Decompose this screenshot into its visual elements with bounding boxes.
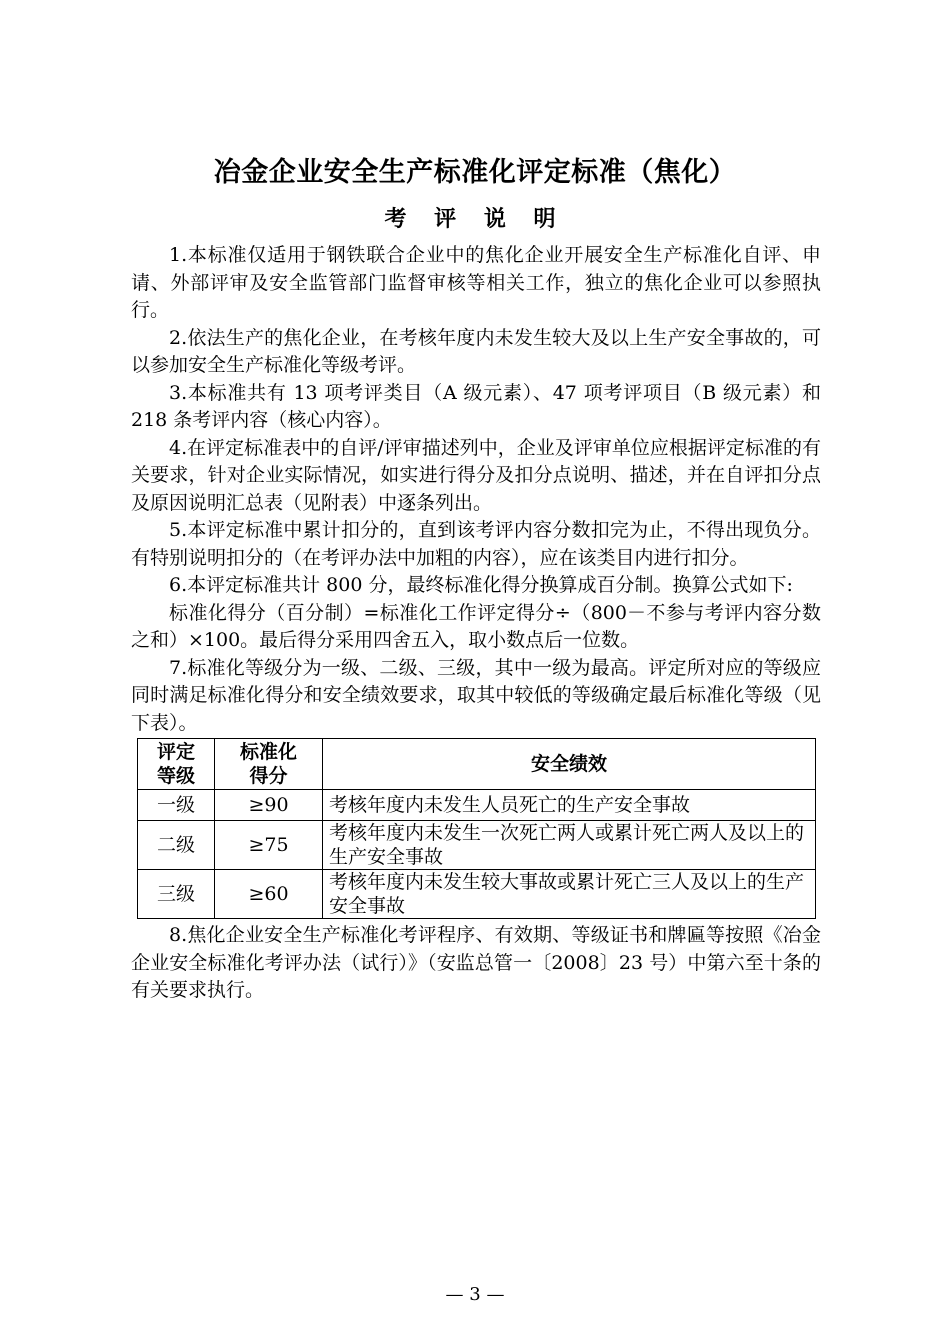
paragraph-2: 2.依法生产的焦化企业，在考核年度内未发生较大及以上生产安全事故的，可以参加安全生产标准化等级考评。 xyxy=(131,326,821,376)
document-body xyxy=(131,242,821,1005)
table-row xyxy=(138,870,816,919)
grade-table xyxy=(137,738,816,919)
formula-paragraph: 标准化得分（百分制）=标准化工作评定得分÷（800－不参与考评内容分数之和）×100。最后得分采用四舍五入，取小数点后一位数。 xyxy=(131,601,821,651)
header-score-line1: 标准化 xyxy=(239,741,297,763)
row-performance: 考核年度内未发生一次死亡两人或累计死亡两人及以上的生产安全事故 xyxy=(323,821,816,870)
paragraph-7: 7.标准化等级分为一级、二级、三级，其中一级为最高。评定所对应的等级应同时满足标准化得分和安全绩效要求，取其中较低的等级确定最后标准化等级（见下表）。 xyxy=(131,656,821,734)
paragraph-1: 1.本标准仅适用于钢铁联合企业中的焦化企业开展安全生产标准化自评、申请、外部评审及安全监管部门监督审核等相关工作，独立的焦化企业可以参照执行。 xyxy=(131,244,821,321)
paragraph-4: 4.在评定标准表中的自评/评审描述列中，企业及评审单位应根据评定标准的有关要求，针对企业实际情况，如实进行得分及扣分点说明、描述，并在自评扣分点及原因说明汇总表（见附表）中逐条列出。 xyxy=(131,436,821,514)
header-score-line2: 得分 xyxy=(249,765,288,787)
row-score: ≥75 xyxy=(215,821,323,870)
section-subtitle: 考 评 说 明 xyxy=(384,207,566,232)
row-level: 三级 xyxy=(138,870,215,919)
paragraph-6: 6.本评定标准共计 800 分，最终标准化得分换算成百分制。换算公式如下: xyxy=(169,574,793,596)
header-level xyxy=(138,739,215,790)
row-score: ≥90 xyxy=(215,790,323,821)
paragraph-3: 3.本标准共有 13 项考评类目（A 级元素）、47 项考评项目（B 级元素）和 218 条考评内容（核心内容）。 xyxy=(131,381,821,431)
row-level: 一级 xyxy=(138,790,215,821)
row-performance: 考核年度内未发生较大事故或累计死亡三人及以上的生产安全事故 xyxy=(323,870,816,919)
paragraph-8: 8.焦化企业安全生产标准化考评程序、有效期、等级证书和牌匾等按照《冶金企业安全标准化考评办法（试行）》（安监总管一〔2008〕23 号）中第六至十条的有关要求执行。 xyxy=(131,924,821,1001)
header-level-line1: 评定 xyxy=(156,741,195,763)
header-level-line2: 等级 xyxy=(156,765,195,787)
grade-table-header xyxy=(138,739,816,790)
row-level: 二级 xyxy=(138,821,215,870)
header-score xyxy=(215,739,323,790)
page-number: — 3 — xyxy=(445,1284,505,1305)
table-row xyxy=(138,790,816,821)
row-performance: 考核年度内未发生人员死亡的生产安全事故 xyxy=(323,790,816,821)
header-performance: 安全绩效 xyxy=(323,739,816,790)
page-title: 冶金企业安全生产标准化评定标准（焦化） xyxy=(213,157,737,188)
paragraph-5: 5.本评定标准中累计扣分的，直到该考评内容分数扣完为止，不得出现负分。有特别说明扣分的（在考评办法中加粗的内容），应在该类目内进行扣分。 xyxy=(131,519,821,569)
table-row xyxy=(138,821,816,870)
row-score: ≥60 xyxy=(215,870,323,919)
